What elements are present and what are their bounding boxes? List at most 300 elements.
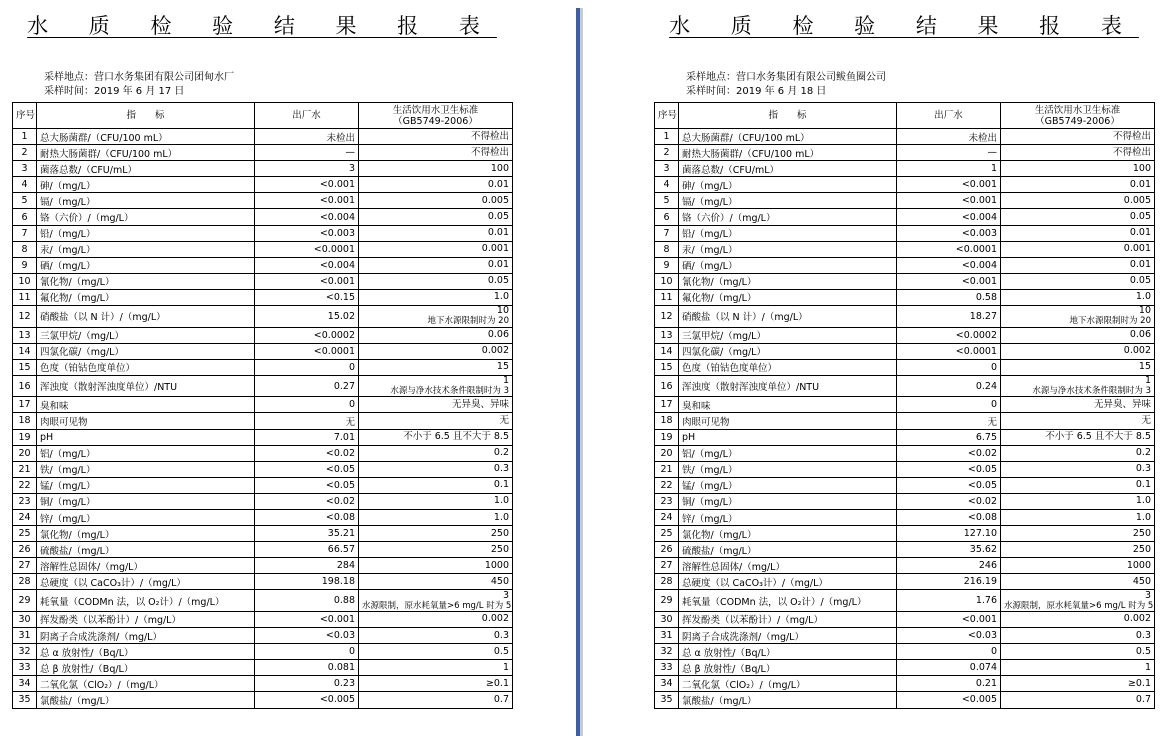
standard-note: 地下水源限制时为 20 (1069, 316, 1151, 327)
measured-value: <0.08 (897, 509, 1001, 525)
standard-value: ≥0.1 (485, 677, 509, 689)
measured-value: 0 (255, 644, 359, 660)
indicator-name: 耐热大肠菌群/（CFU/100 mL） (37, 145, 255, 161)
measured-value: <0.02 (897, 493, 1001, 509)
sampling-location: 采样地点：营口水务集团有限公司团甸水厂 (44, 72, 234, 83)
indicator-name: 硝酸盐（以 N 计）/（mg/L） (37, 306, 255, 328)
indicator-name: 挥发酚类（以苯酚计）/（mg/L） (37, 611, 255, 627)
standard-value: 无 (499, 414, 509, 426)
standard-value: 0.3 (1135, 629, 1151, 641)
table-row (655, 177, 1155, 193)
row-number: 9 (655, 257, 679, 273)
standard-value: 0.5 (1135, 645, 1151, 657)
measured-value: <0.004 (897, 209, 1001, 225)
row-number: 13 (655, 327, 679, 343)
row-number: 7 (13, 225, 37, 241)
table-row (13, 289, 513, 305)
row-number: 30 (13, 611, 37, 627)
header-standard (359, 103, 513, 129)
standard-value: 250 (490, 527, 509, 539)
standard-value: 250 (1132, 543, 1151, 555)
indicator-name: 铬（六价）/（mg/L） (679, 209, 897, 225)
row-number: 29 (13, 590, 37, 612)
measured-value: <0.0001 (255, 343, 359, 359)
measured-value: <0.001 (897, 611, 1001, 627)
row-number: 23 (655, 493, 679, 509)
standard-value: 不得检出 (1112, 146, 1151, 158)
standard-value: 3 (502, 589, 509, 601)
standard-limit (359, 359, 513, 375)
standard-limit (1001, 257, 1155, 273)
row-number: 18 (13, 413, 37, 429)
row-number: 22 (13, 477, 37, 493)
standard-limit (1001, 193, 1155, 209)
row-number: 17 (655, 397, 679, 413)
table-row (655, 343, 1155, 359)
standard-limit (359, 644, 513, 660)
standard-value: 0.06 (487, 329, 509, 341)
row-number: 20 (655, 445, 679, 461)
table-row (655, 493, 1155, 509)
row-number: 21 (13, 461, 37, 477)
table-row (13, 397, 513, 413)
indicator-name: 氯化物/（mg/L） (37, 526, 255, 542)
row-number: 6 (13, 209, 37, 225)
table-row (13, 644, 513, 660)
measured-value: <0.02 (255, 493, 359, 509)
measured-value: 未检出 (255, 129, 359, 145)
indicator-name: 二氧化氯（ClO₂）/（mg/L） (37, 676, 255, 692)
table-row (655, 273, 1155, 289)
standard-value: 1.0 (493, 511, 509, 523)
standard-limit (1001, 461, 1155, 477)
standard-limit (1001, 558, 1155, 574)
standard-limit (359, 273, 513, 289)
row-number: 19 (655, 429, 679, 445)
row-number: 17 (13, 397, 37, 413)
row-number: 31 (655, 628, 679, 644)
measured-value: 284 (255, 558, 359, 574)
table-row (13, 493, 513, 509)
row-number: 24 (13, 509, 37, 525)
indicator-name: 菌落总数/（CFU/mL） (679, 161, 897, 177)
row-number: 4 (655, 177, 679, 193)
page-divider-shadow (580, 8, 583, 736)
standard-value: 0.01 (487, 178, 509, 190)
measured-value: 216.19 (897, 574, 1001, 590)
row-number: 10 (655, 273, 679, 289)
standard-limit (1001, 343, 1155, 359)
standard-limit (1001, 542, 1155, 558)
measured-value: 0.88 (255, 590, 359, 612)
measured-value: <0.001 (897, 193, 1001, 209)
standard-value: 0.7 (493, 693, 509, 705)
measured-value: 127.10 (897, 526, 1001, 542)
standard-value: 250 (490, 543, 509, 555)
standard-limit (359, 209, 513, 225)
standard-limit (1001, 145, 1155, 161)
row-number: 15 (13, 359, 37, 375)
standard-value: 不小于 6.5 且不大于 8.5 (1045, 431, 1151, 443)
standard-limit (1001, 359, 1155, 375)
row-number: 26 (13, 542, 37, 558)
standard-value: 无 (1141, 414, 1151, 426)
measured-value: 0 (897, 359, 1001, 375)
row-number: 3 (655, 161, 679, 177)
standard-value: 0.002 (481, 613, 509, 625)
standard-value: 1.0 (1135, 495, 1151, 507)
row-number: 27 (655, 558, 679, 574)
standard-limit (1001, 676, 1155, 692)
row-number: 8 (655, 241, 679, 257)
row-number: 1 (13, 129, 37, 145)
standard-limit (359, 477, 513, 493)
header-standard-line1: 生活饮用水卫生标准 (392, 104, 479, 116)
standard-limit (1001, 129, 1155, 145)
indicator-name: 氯酸盐/（mg/L） (37, 692, 255, 708)
standard-value: 0.01 (1129, 259, 1151, 271)
standard-limit (1001, 644, 1155, 660)
standard-value: 0.01 (1129, 178, 1151, 190)
indicator-name: 总 β 放射性/（Bq/L） (37, 660, 255, 676)
standard-value: 0.01 (487, 259, 509, 271)
standard-limit (359, 558, 513, 574)
table-row (655, 225, 1155, 241)
standard-limit (359, 493, 513, 509)
standard-value: 不得检出 (470, 130, 509, 142)
standard-limit (1001, 445, 1155, 461)
measured-value: <0.08 (255, 509, 359, 525)
indicator-name: 硫酸盐/（mg/L） (679, 542, 897, 558)
row-number: 24 (655, 509, 679, 525)
table-row (655, 477, 1155, 493)
table-row (13, 558, 513, 574)
row-number: 12 (13, 306, 37, 328)
measured-value: <0.001 (897, 177, 1001, 193)
table-row (655, 429, 1155, 445)
row-number: 34 (655, 676, 679, 692)
measured-value: <0.003 (897, 225, 1001, 241)
report-table (654, 102, 1155, 709)
indicator-name: 铜/（mg/L） (37, 493, 255, 509)
header-standard-line2: （GB5749-2006） (1035, 115, 1120, 127)
row-number: 22 (655, 477, 679, 493)
standard-note: 水源限制，原水耗氧量>6 mg/L 时为 5 (1004, 600, 1154, 611)
indicator-name: 硒/（mg/L） (37, 257, 255, 273)
row-number: 8 (13, 241, 37, 257)
standard-value: 1 (502, 661, 509, 673)
standard-limit (359, 413, 513, 429)
report-table-body (13, 129, 513, 709)
standard-value: 0.05 (1129, 275, 1151, 287)
indicator-name: 耗氧量（CODMn 法，以 O₂计）/（mg/L） (37, 590, 255, 612)
sampling-date: 采样时间：2019 年 6 月 17 日 (44, 86, 185, 97)
standard-limit (359, 129, 513, 145)
standard-limit (1001, 225, 1155, 241)
indicator-name: 氟化物/（mg/L） (37, 289, 255, 305)
standard-value: 0.002 (481, 345, 509, 357)
indicator-name: 四氯化碳/（mg/L） (679, 343, 897, 359)
measured-value: <0.001 (255, 611, 359, 627)
indicator-name: 三氯甲烷/（mg/L） (679, 327, 897, 343)
standard-limit (1001, 493, 1155, 509)
indicator-name: 硒/（mg/L） (679, 257, 897, 273)
standard-limit (1001, 590, 1155, 612)
measured-value: <0.02 (255, 445, 359, 461)
table-row (13, 193, 513, 209)
measured-value: 1 (897, 161, 1001, 177)
measured-value: 0.23 (255, 676, 359, 692)
table-row (655, 289, 1155, 305)
report-page-tuandian (12, 0, 512, 736)
table-row (655, 129, 1155, 145)
measured-value: 18.27 (897, 306, 1001, 328)
table-row (13, 660, 513, 676)
row-number: 16 (655, 375, 679, 397)
row-number: 23 (13, 493, 37, 509)
standard-value: 10 (1138, 305, 1151, 317)
indicator-name: 溶解性总固体/（mg/L） (679, 558, 897, 574)
indicator-name: 耗氧量（CODMn 法，以 O₂计）/（mg/L） (679, 590, 897, 612)
standard-value: 无异臭、异味 (1093, 398, 1151, 410)
indicator-name: 铁/（mg/L） (37, 461, 255, 477)
row-number: 18 (655, 413, 679, 429)
header-standard-line1: 生活饮用水卫生标准 (1034, 104, 1121, 116)
standard-limit (1001, 660, 1155, 676)
table-row (13, 676, 513, 692)
standard-value: 100 (1132, 162, 1151, 174)
table-row (13, 343, 513, 359)
indicator-name: 肉眼可见物 (679, 413, 897, 429)
standard-limit (1001, 397, 1155, 413)
standard-limit (1001, 209, 1155, 225)
measured-value: 0.21 (897, 676, 1001, 692)
table-row (655, 644, 1155, 660)
standard-value: 0.2 (493, 447, 509, 459)
standard-limit (359, 574, 513, 590)
table-row (655, 574, 1155, 590)
measured-value: <0.05 (255, 477, 359, 493)
report-table (12, 102, 513, 709)
standard-limit (359, 660, 513, 676)
measured-value: 1.76 (897, 590, 1001, 612)
row-number: 2 (13, 145, 37, 161)
row-number: 31 (13, 628, 37, 644)
table-row (655, 359, 1155, 375)
measured-value: <0.004 (255, 257, 359, 273)
standard-value: ≥0.1 (1127, 677, 1151, 689)
standard-value: 不小于 6.5 且不大于 8.5 (403, 431, 509, 443)
table-row (655, 676, 1155, 692)
standard-limit (359, 327, 513, 343)
table-row (13, 129, 513, 145)
standard-value: 0.002 (1123, 613, 1151, 625)
indicator-name: 浑浊度（散射浑浊度单位）/NTU (37, 375, 255, 397)
table-row (655, 193, 1155, 209)
indicator-name: 菌落总数/（CFU/mL） (37, 161, 255, 177)
standard-limit (1001, 526, 1155, 542)
table-row (13, 526, 513, 542)
row-number: 12 (655, 306, 679, 328)
standard-note: 水源与净水技术条件限制时为 3 (390, 386, 509, 397)
indicator-name: 耐热大肠菌群/（CFU/100 mL） (679, 145, 897, 161)
indicator-name: 锰/（mg/L） (679, 477, 897, 493)
table-row (13, 375, 513, 397)
row-number: 2 (655, 145, 679, 161)
indicator-name: 臭和味 (37, 397, 255, 413)
measured-value: 0 (897, 397, 1001, 413)
table-row (655, 327, 1155, 343)
standard-limit (1001, 375, 1155, 397)
indicator-name: 铜/（mg/L） (679, 493, 897, 509)
standard-value: 1000 (484, 559, 509, 571)
measured-value: 未检出 (897, 129, 1001, 145)
standard-limit (359, 306, 513, 328)
measured-value: <0.0002 (897, 327, 1001, 343)
standard-value: 0.005 (481, 194, 509, 206)
table-row (13, 509, 513, 525)
standard-value: 1.0 (493, 291, 509, 303)
measured-value: <0.02 (897, 445, 1001, 461)
table-row (13, 257, 513, 273)
measured-value: <0.001 (255, 273, 359, 289)
measured-value: <0.05 (255, 461, 359, 477)
indicator-name: 铅/（mg/L） (37, 225, 255, 241)
standard-value: 0.3 (493, 463, 509, 475)
header-standard-line2: （GB5749-2006） (393, 115, 478, 127)
table-row (655, 145, 1155, 161)
standard-value: 15 (496, 361, 509, 373)
measured-value: 35.62 (897, 542, 1001, 558)
standard-limit (1001, 692, 1155, 708)
row-number: 6 (655, 209, 679, 225)
measured-value: 246 (897, 558, 1001, 574)
table-row (655, 628, 1155, 644)
indicator-name: 锌/（mg/L） (37, 509, 255, 525)
standard-limit (1001, 327, 1155, 343)
table-row (655, 257, 1155, 273)
indicator-name: 氯化物/（mg/L） (679, 526, 897, 542)
measured-value: <0.0001 (897, 343, 1001, 359)
standard-value: 0.001 (481, 243, 509, 255)
measured-value: 0.24 (897, 375, 1001, 397)
indicator-name: 溶解性总固体/（mg/L） (37, 558, 255, 574)
table-row (655, 445, 1155, 461)
standard-limit (1001, 177, 1155, 193)
measured-value: <0.0001 (897, 241, 1001, 257)
standard-value: 0.05 (487, 211, 509, 223)
standard-limit (1001, 413, 1155, 429)
standard-limit (1001, 241, 1155, 257)
table-row (655, 611, 1155, 627)
indicator-name: pH (37, 429, 255, 445)
row-number: 10 (13, 273, 37, 289)
measured-value: 无 (897, 413, 1001, 429)
indicator-name: 氰化物/（mg/L） (679, 273, 897, 289)
table-row (655, 241, 1155, 257)
row-number: 25 (13, 526, 37, 542)
row-number: 13 (13, 327, 37, 343)
standard-limit (1001, 509, 1155, 525)
row-number: 28 (13, 574, 37, 590)
standard-value: 3 (1144, 589, 1151, 601)
standard-limit (359, 193, 513, 209)
standard-value: 0.002 (1123, 345, 1151, 357)
row-number: 35 (655, 692, 679, 708)
standard-limit (359, 692, 513, 708)
indicator-name: 硫酸盐/（mg/L） (37, 542, 255, 558)
indicator-name: 总大肠菌群/（CFU/100 mL） (679, 129, 897, 145)
row-number: 7 (655, 225, 679, 241)
table-row (655, 590, 1155, 612)
standard-limit (359, 611, 513, 627)
indicator-name: 阴离子合成洗涤剂/（mg/L） (679, 628, 897, 644)
row-number: 11 (655, 289, 679, 305)
report-title: 水 质 检 验 结 果 报 表 (27, 14, 497, 38)
table-row (655, 526, 1155, 542)
standard-value: 10 (496, 305, 509, 317)
table-row (13, 692, 513, 708)
row-number: 32 (13, 644, 37, 660)
standard-limit (359, 289, 513, 305)
indicator-name: 砷/（mg/L） (679, 177, 897, 193)
standard-limit (359, 177, 513, 193)
indicator-name: 镉/（mg/L） (37, 193, 255, 209)
measured-value: 0 (897, 644, 1001, 660)
row-number: 25 (655, 526, 679, 542)
standard-limit (1001, 289, 1155, 305)
standard-value: 0.3 (493, 629, 509, 641)
table-row (13, 241, 513, 257)
indicator-name: 氯酸盐/（mg/L） (679, 692, 897, 708)
measured-value: 15.02 (255, 306, 359, 328)
standard-note: 地下水源限制时为 20 (427, 316, 509, 327)
standard-value: 0.2 (1135, 447, 1151, 459)
table-row (655, 375, 1155, 397)
measured-value: 0.27 (255, 375, 359, 397)
indicator-name: 锰/（mg/L） (37, 477, 255, 493)
row-number: 26 (655, 542, 679, 558)
indicator-name: 浑浊度（散射浑浊度单位）/NTU (679, 375, 897, 397)
row-number: 9 (13, 257, 37, 273)
standard-limit (1001, 306, 1155, 328)
measured-value: — (255, 145, 359, 161)
table-row (13, 306, 513, 328)
indicator-name: 二氧化氯（ClO₂）/（mg/L） (679, 676, 897, 692)
table-row (13, 145, 513, 161)
standard-value: 0.06 (1129, 329, 1151, 341)
standard-value: 0.3 (1135, 463, 1151, 475)
standard-limit (359, 397, 513, 413)
standard-value: 0.005 (1123, 194, 1151, 206)
sampling-date: 采样时间：2019 年 6 月 18 日 (686, 86, 827, 97)
table-row (655, 209, 1155, 225)
indicator-name: 挥发酚类（以苯酚计）/（mg/L） (679, 611, 897, 627)
standard-value: 250 (1132, 527, 1151, 539)
measured-value: <0.005 (897, 692, 1001, 708)
standard-limit (1001, 429, 1155, 445)
indicator-name: 三氯甲烷/（mg/L） (37, 327, 255, 343)
indicator-name: 砷/（mg/L） (37, 177, 255, 193)
indicator-name: 铅/（mg/L） (679, 225, 897, 241)
row-number: 19 (13, 429, 37, 445)
table-row (13, 177, 513, 193)
table-row (13, 628, 513, 644)
standard-limit (1001, 161, 1155, 177)
indicator-name: 阴离子合成洗涤剂/（mg/L） (37, 628, 255, 644)
measured-value: — (897, 145, 1001, 161)
standard-limit (359, 445, 513, 461)
